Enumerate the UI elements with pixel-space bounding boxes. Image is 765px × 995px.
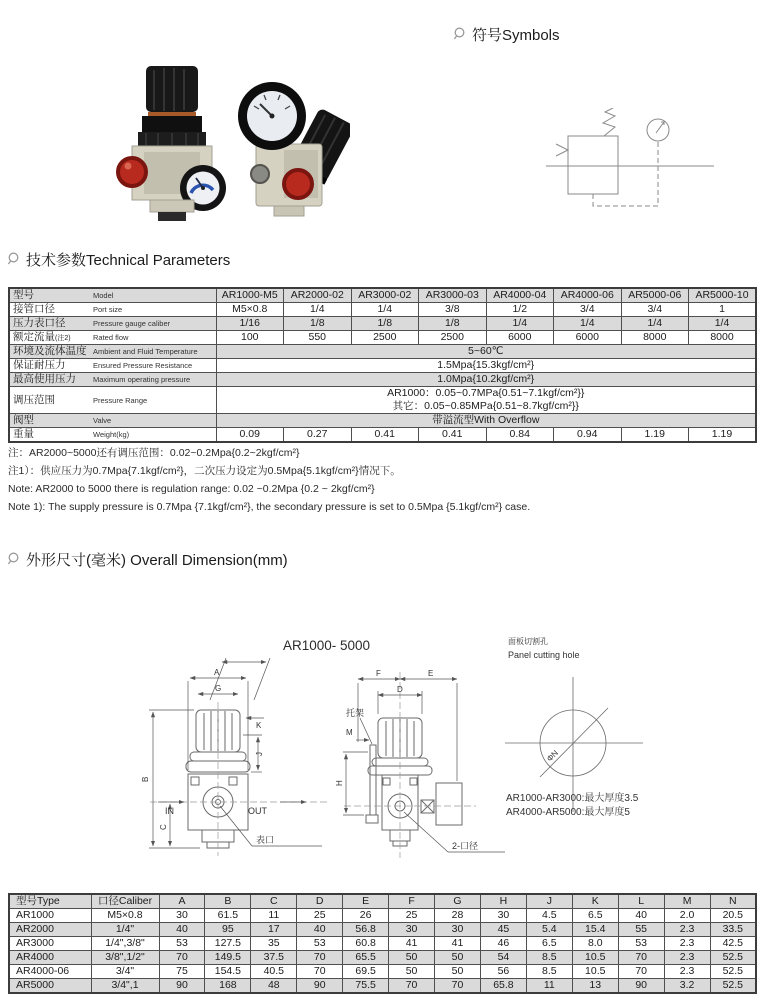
spec-value-cell: 0.41 xyxy=(351,428,419,443)
spec-value-cell: 6000 xyxy=(486,331,554,345)
model-header-cell: AR4000-06 xyxy=(554,288,622,303)
spec-value-cell: 2500 xyxy=(419,331,487,345)
dim-header-row xyxy=(9,894,756,909)
row-label-en: Pressure gauge caliber xyxy=(93,319,171,329)
spec-value-cell: 1.19 xyxy=(621,428,689,443)
row-label-en: Model xyxy=(93,291,114,301)
dim-table-wrap xyxy=(8,893,757,994)
red-port xyxy=(284,170,312,198)
bottom-cap xyxy=(274,206,304,216)
dim-header-cell: C xyxy=(251,894,297,909)
row-label-cn: 最高使用压力 xyxy=(13,373,76,386)
dim-row xyxy=(9,937,756,951)
dim-table xyxy=(8,893,757,994)
row-label-cn: 重量 xyxy=(13,428,34,441)
thickness-note-1: AR1000-AR3000:最大厚度3.5 xyxy=(506,793,639,804)
dim-cell: 3.2 xyxy=(664,979,710,994)
merged-line: 其它：0.05~0.85MPa{0.51~8.7kgf/cm²}} xyxy=(392,400,579,412)
spec-value-cell: 8000 xyxy=(621,331,689,345)
dim-header-cell: B xyxy=(205,894,251,909)
dim-cell: M5×0.8 xyxy=(91,909,159,923)
row-label-en: Port size xyxy=(93,305,123,315)
spec-value-cell: 3/4 xyxy=(554,303,622,317)
dimension-heading-label: 外形尺寸(毫米) Overall Dimension(mm) xyxy=(26,552,288,569)
dim-cell: 60.8 xyxy=(343,937,389,951)
dim-header-cell: L xyxy=(618,894,664,909)
dim-cell: 13 xyxy=(572,979,618,994)
dim-cell: 8.5 xyxy=(526,965,572,979)
row-label-note: (注2) xyxy=(55,335,71,343)
dim-cell: 46 xyxy=(480,937,526,951)
dim-cell: 2.3 xyxy=(664,965,710,979)
dim-cell: 41 xyxy=(389,937,435,951)
panel-hole-drawing xyxy=(505,677,643,812)
dim-cell: 54 xyxy=(480,951,526,965)
dim-cell: 52.5 xyxy=(710,965,756,979)
magnifier-icon xyxy=(452,27,466,42)
dim-cell: 50 xyxy=(435,965,481,979)
dim-cell: 1/4",3/8" xyxy=(91,937,159,951)
side-port xyxy=(251,165,269,183)
model-header-cell: AR4000-04 xyxy=(486,288,554,303)
dim-label: K xyxy=(256,721,262,730)
panel-hole-labels xyxy=(506,636,639,818)
dim-cell: 5.4 xyxy=(526,923,572,937)
model-header-cell: AR5000-06 xyxy=(621,288,689,303)
dim-cell: 1/4" xyxy=(91,923,159,937)
dim-cell: 11 xyxy=(526,979,572,994)
merged-line: AR1000：0.05~0.7MPa{0.51~7.1kgf/cm²}} xyxy=(387,387,585,399)
dim-cell: 90 xyxy=(159,979,205,994)
symbols-heading-label: 符号Symbols xyxy=(472,27,560,44)
dimension-heading xyxy=(6,549,288,570)
dim-cell: 11 xyxy=(251,909,297,923)
dim-cell: 53 xyxy=(297,937,343,951)
spec-label-cell xyxy=(9,288,216,303)
dim-cell: 154.5 xyxy=(205,965,251,979)
model-header-cell: AR2000-02 xyxy=(284,288,352,303)
spec-row xyxy=(9,317,756,331)
dim-cell: 30 xyxy=(435,923,481,937)
dim-cell: AR3000 xyxy=(9,937,91,951)
dim-cell: 26 xyxy=(343,909,389,923)
dim-label: A xyxy=(214,668,220,677)
spec-merged-cell: 1.0Mpa{10.2kgf/cm²} xyxy=(216,373,756,387)
dim-cell: 70 xyxy=(435,979,481,994)
dim-cell: 45 xyxy=(480,923,526,937)
dim-cell: 3/8",1/2" xyxy=(91,951,159,965)
dim-cell: 2.3 xyxy=(664,937,710,951)
dim-header-cell: G xyxy=(435,894,481,909)
bracket-plate xyxy=(370,745,376,815)
dim-cell: 30 xyxy=(159,909,205,923)
drawing-title: AR1000- 5000 xyxy=(283,638,371,653)
dim-label: H xyxy=(335,780,344,786)
dim-cell: 70 xyxy=(618,965,664,979)
hole-diameter-label: ΦN xyxy=(545,748,561,764)
gauge-plate xyxy=(436,783,462,825)
spec-value-cell: 1/4 xyxy=(351,303,419,317)
dim-cell: 6.5 xyxy=(526,937,572,951)
regulator-box xyxy=(568,136,618,194)
gauge-port-label: 表口 xyxy=(256,835,275,845)
magnifier-icon xyxy=(6,252,20,267)
dim-cell: 149.5 xyxy=(205,951,251,965)
technical-heading xyxy=(6,249,230,270)
dim-cell: 95 xyxy=(205,923,251,937)
bracket-label: 托架 xyxy=(346,708,365,718)
spec-row xyxy=(9,387,756,414)
dim-header-cell: 型号Type xyxy=(9,894,91,909)
front-view-dimensions xyxy=(149,658,322,848)
dim-cell: 50 xyxy=(389,965,435,979)
spec-merged-cell xyxy=(216,387,756,414)
dim-cell: 70 xyxy=(297,951,343,965)
dim-row xyxy=(9,909,756,923)
in-label: IN xyxy=(165,806,174,816)
spec-value-cell: 1/16 xyxy=(216,317,284,331)
magnifier-icon xyxy=(6,552,20,567)
pneumatic-symbol xyxy=(540,108,720,220)
dim-label: F xyxy=(376,669,381,678)
dim-cell: 70 xyxy=(389,979,435,994)
dim-cell: 52.5 xyxy=(710,979,756,994)
dim-label: J xyxy=(255,752,264,756)
symbols-heading xyxy=(452,24,560,45)
dim-cell: 61.5 xyxy=(205,909,251,923)
row-label-en: Ensured Pressure Resistance xyxy=(93,361,193,371)
panel-hole-cn: 面板切割孔 xyxy=(508,637,548,646)
spec-value-cell: 8000 xyxy=(689,331,757,345)
knob-orange-ring xyxy=(148,112,196,116)
dim-cell: 37.5 xyxy=(251,951,297,965)
spec-value-cell: 6000 xyxy=(554,331,622,345)
dimension-drawings xyxy=(0,600,765,893)
spec-label-cell xyxy=(9,373,216,387)
dim-cell: 53 xyxy=(159,937,205,951)
side-view-outline xyxy=(366,718,462,846)
spec-merged-cell: 5~60℃ xyxy=(216,345,756,359)
row-label-en: Ambient and Fluid Temperature xyxy=(93,347,198,357)
spec-value-cell: 2500 xyxy=(351,331,419,345)
spec-row xyxy=(9,373,756,387)
spec-value-cell: 1/4 xyxy=(689,317,757,331)
dim-cell: 30 xyxy=(389,923,435,937)
thickness-note-2: AR4000-AR5000:最大厚度5 xyxy=(506,807,630,818)
dim-cell: AR2000 xyxy=(9,923,91,937)
model-header-cell: AR3000-02 xyxy=(351,288,419,303)
dim-cell: 30 xyxy=(480,909,526,923)
row-label-cn: 额定流量(注2) xyxy=(13,331,71,344)
spec-label-cell xyxy=(9,387,216,414)
row-label-en: Valve xyxy=(93,416,112,426)
row-label-en: Weight(kg) xyxy=(93,430,130,440)
spec-value-cell: 1/8 xyxy=(419,317,487,331)
dim-label: G xyxy=(215,684,222,693)
dim-row xyxy=(9,951,756,965)
note-line: 注1）：供应压力为0.7Mpa{7.1kgf/cm²}，二次压力设定为0.5Mpa{5.1kgf/cm²}情况下。 xyxy=(8,465,401,477)
dim-label: B xyxy=(141,776,150,782)
dim-cell: 2.3 xyxy=(664,923,710,937)
spec-row xyxy=(9,359,756,373)
spec-table-wrap xyxy=(8,287,757,443)
dim-cell: 25 xyxy=(389,909,435,923)
row-label-en: Maximum operating pressure xyxy=(93,375,191,385)
dim-cell: 90 xyxy=(618,979,664,994)
bottom-cap xyxy=(158,212,186,221)
dim-cell: 70 xyxy=(297,965,343,979)
spec-label-cell xyxy=(9,331,216,345)
out-label: OUT xyxy=(248,806,267,816)
dim-cell: 50 xyxy=(435,951,481,965)
model-header-cell: AR5000-10 xyxy=(689,288,757,303)
row-label-cn: 阀型 xyxy=(13,414,34,427)
note-line: Note: AR2000 to 5000 there is regulation range: 0.02 ~0.2Mpa {0.2 ~ 2kgf/cm²} xyxy=(8,483,375,495)
collar xyxy=(142,116,202,132)
pilot-line xyxy=(593,141,658,206)
dim-cell: 70 xyxy=(618,951,664,965)
dim-cell: AR4000 xyxy=(9,951,91,965)
dim-cell: 2.0 xyxy=(664,909,710,923)
dim-row xyxy=(9,965,756,979)
spec-value-cell: M5×0.8 xyxy=(216,303,284,317)
spec-value-cell: 1/4 xyxy=(554,317,622,331)
dim-header-cell: 口径Caliber xyxy=(91,894,159,909)
dim-cell: 17 xyxy=(251,923,297,937)
note-line: 注：AR2000~5000还有调压范围：0.02~0.2Mpa{0.2~2kgf/cm²} xyxy=(8,447,300,459)
dim-cell: 41 xyxy=(435,937,481,951)
dim-cell: 55 xyxy=(618,923,664,937)
spec-value-cell: 550 xyxy=(284,331,352,345)
dim-cell: 65.5 xyxy=(343,951,389,965)
spec-row xyxy=(9,303,756,317)
spec-label-cell xyxy=(9,303,216,317)
note-line: Note 1): The supply pressure is 0.7Mpa {7.1kgf/cm²}, the secondary pressure is set to 0.5Mpa {5.1kgf/cm²} case. xyxy=(8,501,531,513)
dim-cell: 3/4" xyxy=(91,965,159,979)
front-view-labels xyxy=(141,668,274,845)
model-header-cell: AR3000-03 xyxy=(419,288,487,303)
product-photo-front xyxy=(112,62,237,242)
spec-label-cell xyxy=(9,359,216,373)
dim-cell: 70 xyxy=(159,951,205,965)
dim-cell: 168 xyxy=(205,979,251,994)
dim-cell: 8.5 xyxy=(526,951,572,965)
dim-header-cell: N xyxy=(710,894,756,909)
side-view-labels xyxy=(335,669,478,851)
dim-header-cell: M xyxy=(664,894,710,909)
spec-merged-cell: 1.5Mpa{15.3kgf/cm²} xyxy=(216,359,756,373)
dim-cell: 40.5 xyxy=(251,965,297,979)
spec-value-cell: 1/4 xyxy=(486,317,554,331)
dim-cell: 40 xyxy=(159,923,205,937)
spec-value-cell: 1 xyxy=(689,303,757,317)
spec-value-cell: 1/8 xyxy=(284,317,352,331)
spec-value-cell: 3/4 xyxy=(621,303,689,317)
notes-block xyxy=(8,444,530,516)
dim-cell: 50 xyxy=(389,951,435,965)
product-photo-side xyxy=(230,76,350,236)
spec-value-cell: 1/2 xyxy=(486,303,554,317)
dim-cell: 48 xyxy=(251,979,297,994)
spec-value-cell: 0.41 xyxy=(419,428,487,443)
spec-value-cell: 0.27 xyxy=(284,428,352,443)
dim-cell: 56 xyxy=(480,965,526,979)
dim-header-cell: D xyxy=(297,894,343,909)
spec-label-cell xyxy=(9,414,216,428)
dim-cell: 75 xyxy=(159,965,205,979)
dim-cell: 28 xyxy=(435,909,481,923)
dim-label: E xyxy=(428,669,434,678)
row-label-cn: 调压范围 xyxy=(13,393,55,406)
dim-cell: 20.5 xyxy=(710,909,756,923)
dim-cell: AR4000-06 xyxy=(9,965,91,979)
inlet-arrow xyxy=(556,144,568,156)
dim-cell: AR1000 xyxy=(9,909,91,923)
dim-cell: AR5000 xyxy=(9,979,91,994)
spec-value-cell: 0.09 xyxy=(216,428,284,443)
spec-value-cell: 0.84 xyxy=(486,428,554,443)
ports-label: 2-口径 xyxy=(452,841,479,851)
dim-header-cell: K xyxy=(572,894,618,909)
dim-cell: 3/4",1 xyxy=(91,979,159,994)
spring-symbol xyxy=(603,108,615,136)
dim-header-cell: F xyxy=(389,894,435,909)
dim-cell: 35 xyxy=(251,937,297,951)
spec-row xyxy=(9,414,756,428)
dim-cell: 56.8 xyxy=(343,923,389,937)
dim-cell: 25 xyxy=(297,909,343,923)
red-port xyxy=(118,158,146,186)
panel-hole-en: Panel cutting hole xyxy=(508,650,580,660)
dim-cell: 65.8 xyxy=(480,979,526,994)
spec-row xyxy=(9,345,756,359)
spec-value-cell: 1/8 xyxy=(351,317,419,331)
dim-cell: 2.3 xyxy=(664,951,710,965)
dim-cell: 53 xyxy=(618,937,664,951)
dim-label: M xyxy=(346,728,353,737)
row-label-cn: 环境及流体温度 xyxy=(13,345,87,358)
dim-row xyxy=(9,923,756,937)
dim-header-cell: E xyxy=(343,894,389,909)
dim-header-cell: H xyxy=(480,894,526,909)
dim-cell: 6.5 xyxy=(572,909,618,923)
dim-label: C xyxy=(159,824,168,830)
spec-table xyxy=(8,287,757,443)
spec-label-cell xyxy=(9,345,216,359)
dim-cell: 90 xyxy=(297,979,343,994)
spec-header-row xyxy=(9,288,756,303)
spec-value-cell: 100 xyxy=(216,331,284,345)
spec-label-cell xyxy=(9,428,216,443)
dim-cell: 42.5 xyxy=(710,937,756,951)
row-label-cn: 接管口径 xyxy=(13,303,55,316)
spec-value-cell: 1.19 xyxy=(689,428,757,443)
dim-cell: 52.5 xyxy=(710,951,756,965)
spec-row xyxy=(9,428,756,443)
dim-cell: 10.5 xyxy=(572,965,618,979)
dim-label: D xyxy=(397,685,403,694)
dim-header-cell: J xyxy=(526,894,572,909)
dim-cell: 10.5 xyxy=(572,951,618,965)
spec-value-cell: 0.94 xyxy=(554,428,622,443)
dim-row xyxy=(9,979,756,994)
row-label-en: Pressure Range xyxy=(93,395,148,405)
spec-value-cell: 1/4 xyxy=(284,303,352,317)
dim-cell: 127.5 xyxy=(205,937,251,951)
row-label-cn: 压力表口径 xyxy=(13,317,66,330)
spec-value-cell: 3/8 xyxy=(419,303,487,317)
dim-cell: 15.4 xyxy=(572,923,618,937)
row-label-cn: 型号 xyxy=(13,289,34,302)
model-header-cell: AR1000-M5 xyxy=(216,288,284,303)
dim-cell: 75.5 xyxy=(343,979,389,994)
dim-cell: 4.5 xyxy=(526,909,572,923)
dim-cell: 40 xyxy=(618,909,664,923)
spec-row xyxy=(9,331,756,345)
dim-cell: 69.5 xyxy=(343,965,389,979)
row-label-en: Rated flow xyxy=(93,333,129,343)
dim-cell: 33.5 xyxy=(710,923,756,937)
body-foot xyxy=(150,200,194,212)
row-label-cn: 保证耐压力 xyxy=(13,359,66,372)
dim-cell: 8.0 xyxy=(572,937,618,951)
spec-value-cell: 1/4 xyxy=(621,317,689,331)
spec-merged-cell: 带溢流型With Overflow xyxy=(216,414,756,428)
dim-cell: 40 xyxy=(297,923,343,937)
spec-label-cell xyxy=(9,317,216,331)
dim-header-cell: A xyxy=(159,894,205,909)
technical-heading-label: 技术参数Technical Parameters xyxy=(26,252,231,269)
